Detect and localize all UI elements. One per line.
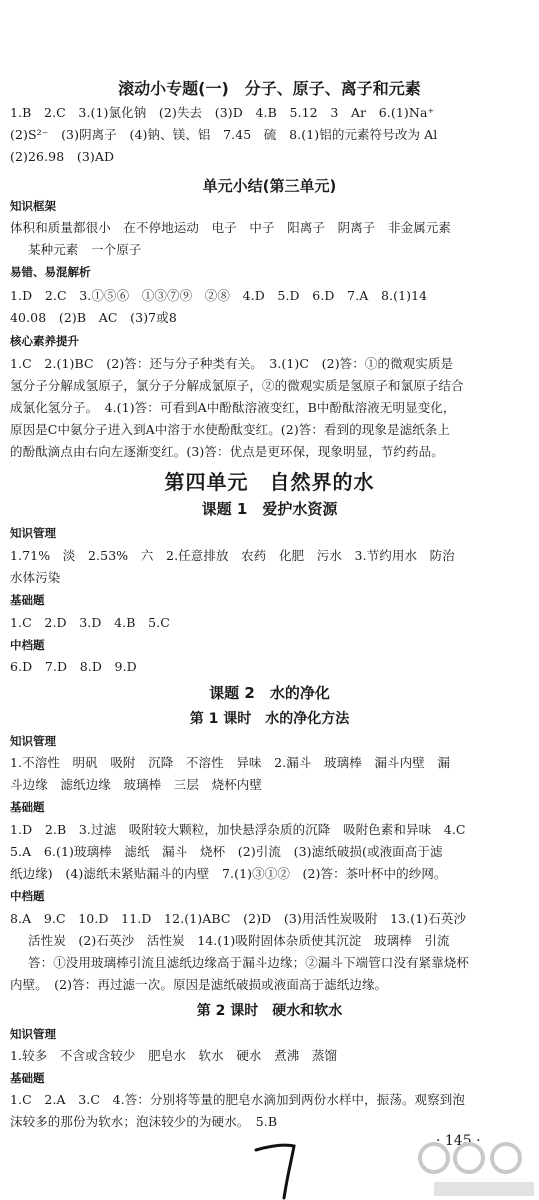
subsection-label: 知识管理 (10, 734, 56, 748)
answer-line: 1.不溶性 明矾 吸附 沉降 不溶性 异味 2.漏斗 玻璃棒 漏斗内壁 漏 (10, 755, 451, 770)
answer-line: 1.D 2.C 3.①⑤⑥ ①③⑦⑨ ②⑧ 4.D 5.D 6.D 7.A 8.(1)14 (10, 288, 428, 303)
answer-line: 成氯化氢分子。 4.(1)答：可看到A中酚酞溶液变红，B中酚酞溶液无明显变化， (10, 400, 456, 415)
answer-line: 1.B 2.C 3.(1)氯化钠 (2)失去 (3)D 4.B 5.12 3 Ar 6.(1)Na⁺ (10, 105, 435, 120)
subsection-label: 中档题 (10, 638, 45, 652)
answer-line: 内壁。 (2)答：再过滤一次。原因是滤纸破损或液面高于滤纸边缘。 (10, 977, 388, 992)
answer-line: 1.D 2.B 3.过滤 吸附较大颗粒，加快悬浮杂质的沉降 吸附色素和异味 4.C (10, 822, 466, 837)
subsection-label: 基础题 (10, 800, 45, 814)
lesson-title-1: 课题 1 爱护水资源 (201, 500, 338, 518)
answer-line: 某种元素 一个原子 (28, 242, 142, 257)
answer-line: 6.D 7.D 8.D 9.D (10, 659, 137, 674)
subsection-label: 知识管理 (10, 526, 56, 540)
section-title-unit-summary: 单元小结(第三单元) (202, 177, 337, 195)
answer-line: 斗边缘 滤纸边缘 玻璃棒 三层 烧杯内壁 (10, 777, 263, 792)
answer-line: 的酚酞滴点由右向左逐渐变红。(3)答：优点是更环保，现象明显，节约药品。 (10, 444, 444, 459)
answer-line: 答：①没用玻璃棒引流且滤纸边缘高于漏斗边缘；②漏斗下端管口没有紧靠烧杯 (28, 955, 470, 970)
subsection-label: 知识框架 (10, 199, 56, 213)
answer-line: (2)26.98 (3)AD (10, 149, 115, 164)
answer-line: 1.C 2.(1)BC (2)答：还与分子种类有关。 3.(1)C (2)答：①的微观实质是 (10, 356, 454, 371)
unit-title: 第四单元 自然界的水 (164, 470, 375, 494)
answer-line: 水体污染 (10, 570, 61, 585)
watermark-logo-icon (414, 1130, 539, 1200)
subsection-label: 知识管理 (10, 1027, 56, 1041)
answer-line: 沫较多的那份为软水；泡沫较少的为硬水。 5.B (10, 1114, 278, 1129)
answer-line: 体积和质量都很小 在不停地运动 电子 中子 阳离子 阴离子 非金属元素 (10, 220, 452, 235)
answer-line: 1.C 2.A 3.C 4.答：分别将等量的肥皂水滴加到两份水样中，振荡。观察到泡 (10, 1092, 465, 1107)
answer-line: 活性炭 (2)石英沙 活性炭 14.(1)吸附固体杂质使其沉淀 玻璃棒 引流 (28, 933, 450, 948)
answer-line: 纸边缘) (4)滤纸未紧贴漏斗的内壁 7.(1)③①② (2)答：茶叶杯中的纱网。 (10, 866, 447, 881)
answer-line: 40.08 (2)B AC (3)7或8 (10, 310, 177, 325)
answer-line: 5.A 6.(1)玻璃棒 滤纸 漏斗 烧杯 (2)引流 (3)滤纸破损(或液面高于滤 (10, 844, 443, 859)
subsection-label: 基础题 (10, 593, 45, 607)
answer-line: 8.A 9.C 10.D 11.D 12.(1)ABC (2)D (3)用活性炭吸附 13.(1)石英沙 (10, 911, 467, 926)
answer-line: (2)S²⁻ (3)阴离子 (4)钠、镁、铝 7.45 硫 8.(1)铝的元素符号改为 Al (10, 127, 438, 142)
answer-line: 1.C 2.D 3.D 4.B 5.C (10, 615, 170, 630)
period-title-1: 第 1 课时 水的净化方法 (189, 711, 350, 727)
answer-line: 原因是C中氨分子进入到A中溶于水使酚酞变红。(2)答：看到的现象是滤纸条上 (10, 422, 450, 437)
page-number: · 145 · (436, 1133, 481, 1149)
subsection-label: 中档题 (10, 889, 45, 903)
lesson-title-2: 课题 2 水的净化 (209, 684, 330, 702)
answer-line: 氢分子分解成氢原子，氯分子分解成氯原子，②的微观实质是氢原子和氯原子结合 (10, 378, 464, 393)
subsection-label: 基础题 (10, 1071, 45, 1085)
answer-line: 1.较多 不含或含较少 肥皂水 软水 硬水 煮沸 蒸馏 (10, 1048, 338, 1063)
subsection-label: 易错、易混解析 (10, 265, 91, 279)
subsection-label: 核心素养提升 (10, 334, 79, 348)
handwritten-mark-icon (250, 1140, 310, 1200)
period-title-2: 第 2 课时 硬水和软水 (196, 1003, 343, 1019)
section-title-rolling-topic: 滚动小专题(一) 分子、原子、离子和元素 (118, 79, 421, 98)
answer-line: 1.71% 淡 2.53% 六 2.任意排放 农药 化肥 污水 3.节约用水 防治 (10, 548, 455, 563)
